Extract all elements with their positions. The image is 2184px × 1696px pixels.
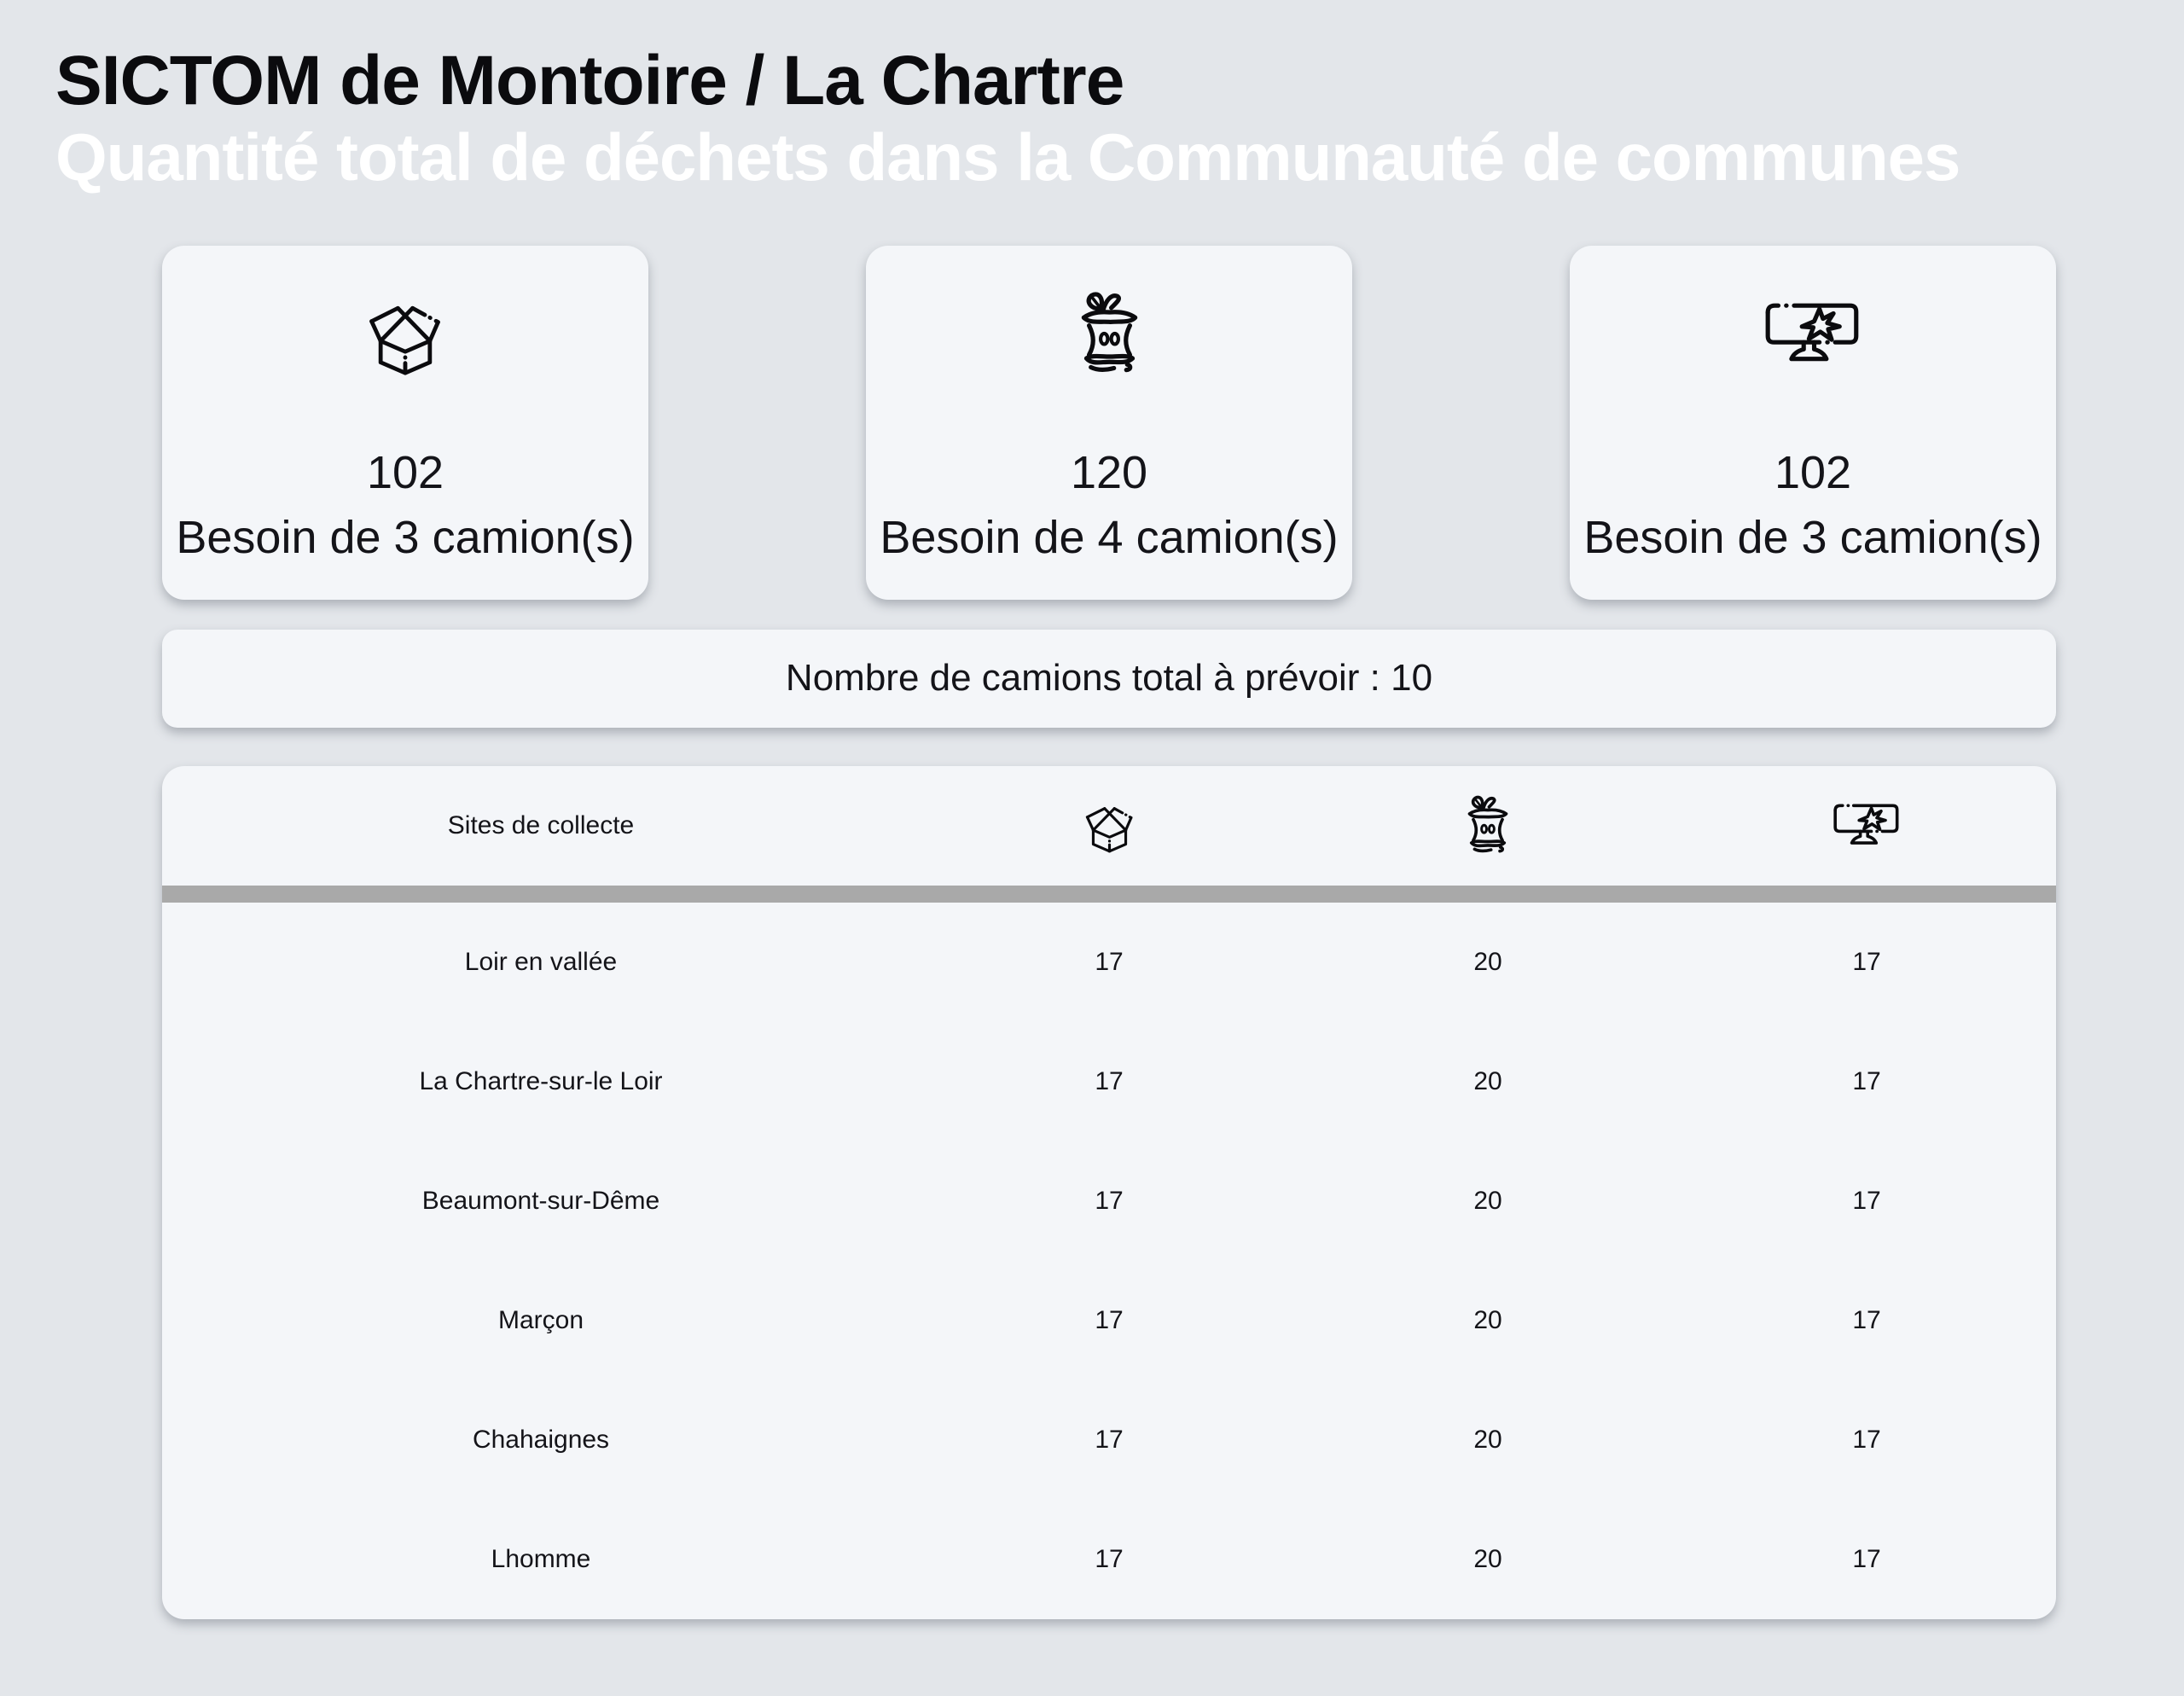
table-divider (162, 886, 2056, 903)
table-row (162, 1500, 2056, 1619)
site-name: Chahaignes (472, 1425, 610, 1454)
package-icon (363, 287, 447, 382)
waste-quantity: 20 (1473, 947, 1502, 976)
waste-quantity: 17 (1852, 1425, 1881, 1454)
table-header-row (162, 766, 2056, 886)
waste-quantity: 17 (1095, 947, 1124, 976)
site-name: Marçon (497, 1305, 584, 1334)
waste-quantity: 17 (1852, 947, 1881, 976)
kpi-value: 102 (1774, 446, 1852, 498)
total-trucks-banner (162, 630, 2056, 728)
dashboard-content (162, 246, 2056, 1619)
collection-sites-table (162, 766, 2056, 1619)
kpi-label: Besoin de 3 camion(s) (1583, 512, 2042, 564)
waste-quantity: 17 (1095, 1425, 1124, 1454)
total-trucks-text: Nombre de camions total à prévoir : 10 (785, 657, 1433, 700)
table-body (162, 903, 2056, 1619)
waste-quantity: 20 (1473, 1544, 1502, 1573)
table-row (162, 1141, 2056, 1261)
kpi-card-electronic (1570, 246, 2056, 600)
waste-quantity: 20 (1473, 1186, 1502, 1215)
kpi-card-organic (866, 246, 1352, 600)
kpi-value: 120 (1070, 446, 1148, 498)
apple-core-icon (1298, 794, 1677, 857)
waste-quantity: 20 (1473, 1066, 1502, 1095)
waste-quantity: 17 (1852, 1544, 1881, 1573)
sites-column-header: Sites de collecte (447, 810, 635, 839)
site-name: Loir en vallée (464, 947, 618, 976)
site-name: Beaumont-sur-Dême (421, 1186, 660, 1215)
package-icon (920, 798, 1298, 854)
waste-quantity: 17 (1095, 1544, 1124, 1573)
waste-quantity: 20 (1473, 1305, 1502, 1334)
table-row (162, 1022, 2056, 1141)
table-row (162, 903, 2056, 1022)
kpi-card-cardboard (162, 246, 648, 600)
waste-quantity: 17 (1095, 1186, 1124, 1215)
table-row (162, 1261, 2056, 1380)
kpi-label: Besoin de 3 camion(s) (176, 512, 635, 564)
site-name: La Chartre-sur-le Loir (419, 1066, 663, 1095)
table-row (162, 1380, 2056, 1500)
waste-quantity: 17 (1852, 1066, 1881, 1095)
apple-core-icon (1077, 287, 1141, 382)
waste-quantity: 17 (1852, 1186, 1881, 1215)
kpi-cards (162, 246, 2056, 600)
kpi-label: Besoin de 4 camion(s) (880, 512, 1339, 564)
waste-quantity: 20 (1473, 1425, 1502, 1454)
broken-monitor-icon (1765, 287, 1862, 382)
waste-quantity: 17 (1095, 1305, 1124, 1334)
waste-quantity: 17 (1095, 1066, 1124, 1095)
waste-quantity: 17 (1852, 1305, 1881, 1334)
page-subtitle: Quantité total de déchets dans la Communauté de communes (55, 119, 1960, 195)
page-title: SICTOM de Montoire / La Chartre (55, 42, 1124, 119)
site-name: Lhomme (491, 1544, 591, 1573)
kpi-value: 102 (366, 446, 444, 498)
broken-monitor-icon (1677, 802, 2056, 850)
